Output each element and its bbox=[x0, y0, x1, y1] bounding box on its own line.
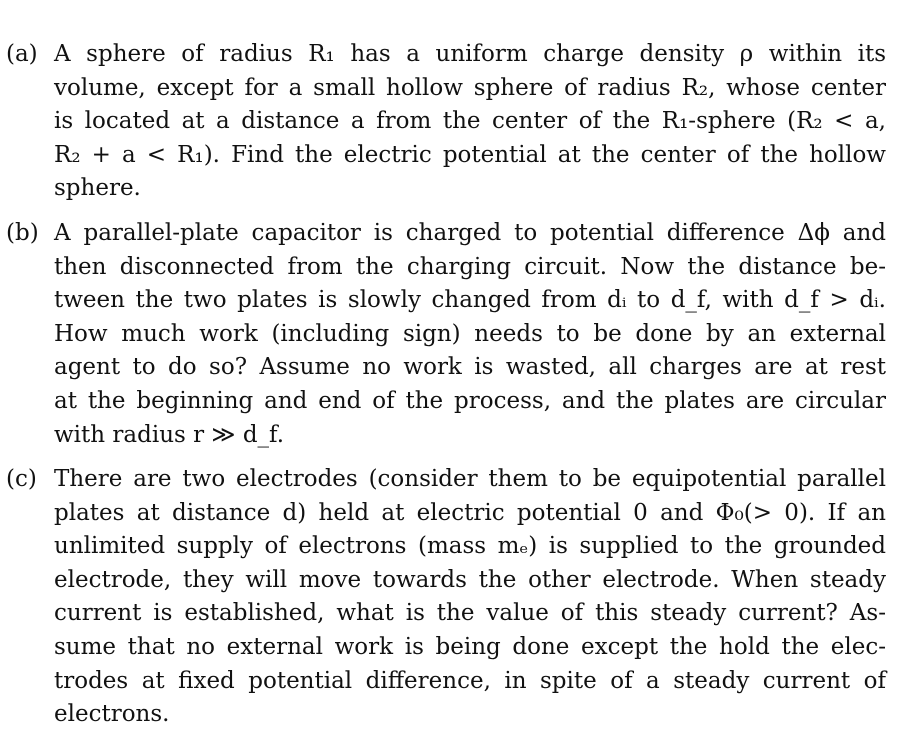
text-line: electrode, they will move towards the other electrode. When steady bbox=[54, 566, 886, 593]
text-line: agent to do so? Assume no work is wasted, all charges are at rest bbox=[54, 354, 886, 381]
text-line: with radius r ≫ d_f. bbox=[54, 421, 285, 448]
text-line: current is established, what is the value of this steady current? As- bbox=[54, 600, 886, 627]
text-line: How much work (including sign) needs to be done by an external bbox=[54, 320, 886, 347]
text-line: is located at a distance a from the center of the R₁-sphere (R₂ < a, bbox=[54, 108, 886, 135]
text-line: plates at distance d) held at electric potential 0 and Φ₀(> 0). If an bbox=[54, 499, 886, 526]
text-line: tween the two plates is slowly changed from dᵢ to d_f, with d_f > dᵢ. bbox=[54, 287, 886, 314]
text-line: trodes at fixed potential difference, in spite of a steady current of bbox=[54, 667, 886, 694]
text-line: at the beginning and end of the process, and the plates are circular bbox=[54, 388, 886, 414]
problem-label: (b) bbox=[6, 220, 39, 246]
text-line: R₂ + a < R₁). Find the electric potential at the center of the hollow bbox=[54, 141, 886, 168]
text-line: A parallel-plate capacitor is charged to potential difference Δϕ and bbox=[54, 220, 886, 246]
text-line: A sphere of radius R₁ has a uniform charge density ρ within its bbox=[54, 41, 886, 67]
text-line: volume, except for a small hollow sphere of radius R₂, whose center bbox=[54, 74, 886, 101]
text-line: sphere. bbox=[54, 175, 141, 202]
text-line: sume that no external work is being done except the hold the elec- bbox=[54, 634, 886, 660]
problem-label: (c) bbox=[6, 466, 37, 492]
text-line: electrons. bbox=[54, 701, 170, 728]
problem-label: (a) bbox=[6, 41, 38, 67]
text-line: then disconnected from the charging circuit. Now the distance be- bbox=[54, 253, 886, 280]
text-line: There are two electrodes (consider them to be equipotential parallel bbox=[54, 466, 886, 492]
text-line: unlimited supply of electrons (mass mₑ) is supplied to the grounded bbox=[54, 533, 886, 560]
